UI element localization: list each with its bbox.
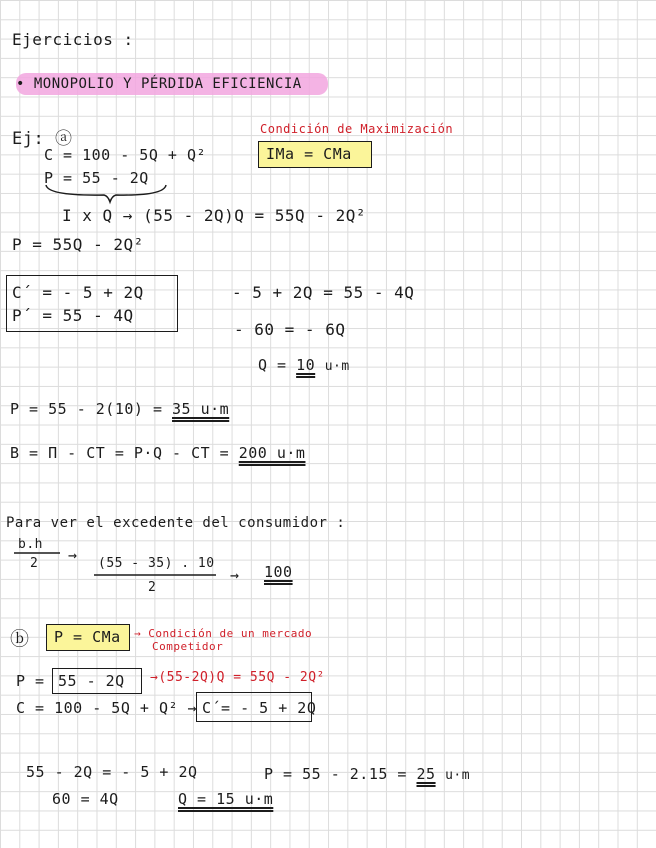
competitive-note-1: → Condición de un mercado — [134, 627, 313, 640]
condition-title: Condición de Maximización — [260, 122, 454, 136]
q-value: 10 — [296, 356, 316, 374]
p-result-b-unit: u·m — [445, 768, 471, 783]
surplus-arrow-2: → — [230, 566, 240, 584]
derivative-cost: C´ = - 5 + 2Q — [12, 283, 144, 302]
equation-step-1: - 5 + 2Q = 55 - 4Q — [232, 283, 415, 302]
section-title: • MONOPOLIO Y PÉRDIDA EFICIENCIA — [16, 76, 302, 92]
surplus-calc-num: (55 - 35) . 10 — [98, 556, 215, 571]
profit-result — [10, 444, 305, 462]
profit-prefix: B = Π - CT = P·Q - CT = — [10, 444, 230, 462]
equation-b-1: 55 - 2Q = - 5 + 2Q — [26, 763, 198, 781]
competitive-condition: P = CMa — [54, 628, 121, 646]
price-result-prefix: P = 55 - 2(10) = — [10, 400, 163, 418]
surplus-frac-den: 2 — [30, 556, 39, 571]
surplus-intro: Para ver el excedente del consumidor : — [6, 515, 346, 531]
surplus-calc-den: 2 — [148, 580, 157, 595]
surplus-arrow-1: → — [68, 546, 78, 564]
cost-function: C = 100 - 5Q + Q² — [44, 146, 207, 164]
cost-box-text: C´= - 5 + 2Q — [202, 699, 317, 717]
page-heading: Ejercicios : — [12, 30, 134, 49]
p-result-b — [264, 765, 470, 783]
competitive-note-2: Competidor — [152, 640, 224, 653]
equation-step-3 — [258, 356, 350, 374]
part-a-label: Ej: ⓐ — [12, 129, 73, 149]
price-result — [10, 400, 229, 418]
condition-formula: IMa = CMa — [266, 145, 352, 163]
derivative-price: P´ = 55 - 4Q — [12, 306, 134, 325]
p-result-b-value: 25 — [416, 765, 436, 783]
q-prefix: Q = — [258, 356, 287, 374]
price-prefix: P = — [16, 672, 45, 690]
price-result-value: 35 u·m — [172, 400, 230, 418]
price-box-text: 55 - 2Q — [58, 672, 125, 690]
price-line: P = 55Q - 2Q² — [12, 235, 144, 254]
revenue-line: I x Q → (55 - 2Q)Q = 55Q - 2Q² — [62, 206, 366, 225]
equation-step-2: - 60 = - 6Q — [234, 320, 346, 339]
demand-brace — [46, 185, 166, 202]
surplus-result: 100 — [264, 563, 293, 581]
demand-function: P = 55 - 2Q — [44, 169, 149, 187]
price-note: →(55-2Q)Q = 55Q - 2Q² — [150, 670, 325, 685]
surplus-frac-num: b.h — [18, 537, 43, 552]
p-result-b-prefix: P = 55 - 2.15 = — [264, 765, 407, 783]
q-unit: u·m — [324, 359, 350, 374]
part-b-label: ⓑ — [10, 628, 30, 650]
profit-value: 200 u·m — [238, 444, 306, 462]
q-result-b: Q = 15 u·m — [178, 790, 274, 808]
cost-line: C = 100 - 5Q + Q² → — [16, 699, 198, 717]
equation-b-2: 60 = 4Q — [52, 790, 119, 808]
